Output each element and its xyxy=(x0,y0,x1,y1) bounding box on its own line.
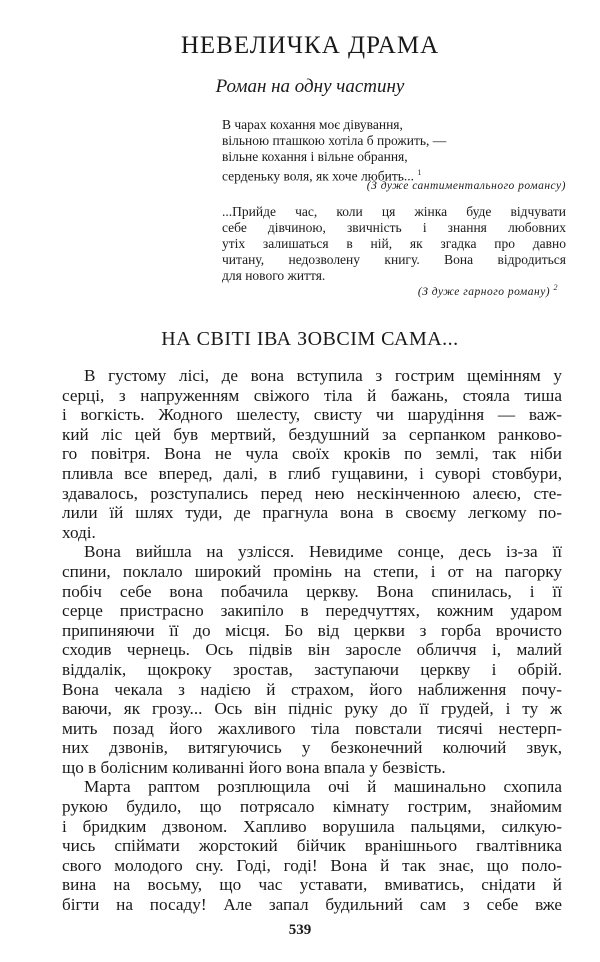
paragraph xyxy=(62,366,562,542)
epigraph-line: читану, недозволену книгу. Вона відродиться xyxy=(222,252,566,267)
text-line: лили їй шлях туди, де прагнула вона в своєму легкому по- xyxy=(62,503,562,523)
footnote-mark: 1 xyxy=(417,168,422,177)
text-line: Марта раптом розплющила очі й машинально схопила xyxy=(84,777,562,797)
epigraph-prose xyxy=(222,204,566,284)
text-line: рукою будило, що потрясало кімнату гострим, знайомим xyxy=(62,797,562,817)
text-line: припиняючи її до місця. Бо від церкви з горба врочисто xyxy=(62,620,562,640)
text-line: них дзвонів, витягуючись у безконечний колючий звук, xyxy=(62,738,562,758)
text-line: мить позад його жахливого тіла повстали тисячі нестерп- xyxy=(62,718,562,738)
text-line: Вона вийшла на узлісся. Невидиме сонце, десь із-за її xyxy=(84,542,562,562)
paragraph xyxy=(62,542,562,777)
epigraph-line: вільною пташкою хотіла б прожить, — xyxy=(222,133,447,148)
paragraph xyxy=(62,777,562,914)
text-line: і вогкість. Жодного шелесту, свисту чи шарудіння — важ- xyxy=(62,405,562,425)
text-line: серце пристрасно закипіло в передчуттях, кожним ударом xyxy=(62,601,562,621)
text-line: кий ліс цей був мертвий, бездушний за серпанком ранково- xyxy=(62,424,562,444)
text-line: В густому лісі, де вона вступила з гострим щемінням у xyxy=(84,366,562,385)
epigraph-attribution xyxy=(222,283,558,298)
text-line: спини, поклало широкий промінь на степи, і от на пагорку xyxy=(62,561,562,581)
text-line: і бридким дзвоном. Хапливо ворушила пальцями, силкую- xyxy=(62,816,562,836)
text-line: ході. xyxy=(62,522,96,542)
text-line: Вона чекала з надією й страхом, його наближення почу- xyxy=(62,679,562,699)
text-line: побіч себе вона побачила церкву. Вона спинилась, і її xyxy=(62,581,562,601)
page-subtitle: Роман на одну частину xyxy=(215,76,405,97)
text-line: сходив чернець. Ось підвів він заросле обличчя і, малий xyxy=(62,640,562,660)
footnote-mark: 2 xyxy=(553,283,558,292)
text-line: го повітря. Вона не чула своїх кроків по землі, так ніби xyxy=(62,444,562,464)
epigraph-line: утіх залишаться в ній, як згадка про давно xyxy=(222,236,566,251)
epigraph-line-text: серденьку воля, як хоче любить... xyxy=(222,168,415,184)
text-line: чись спіймати жорстокий бійчик вранішнього гвалтівника xyxy=(62,836,562,856)
epigraph-attribution: (З дуже сантиментального романсу) xyxy=(366,180,566,192)
page-title: НЕВЕЛИЧКА ДРАМА xyxy=(180,32,440,59)
epigraph-line: В чарах кохання моє дівування, xyxy=(222,117,403,132)
epigraph-line: для нового життя. xyxy=(222,268,326,283)
text-line: ваючи, як грозу... Ось він підніс руку до її грудей, і ту ж xyxy=(62,699,562,719)
epigraph-line: себе дівчиною, звичність і знання любовних xyxy=(222,220,566,235)
text-line: пливла все вперед, далі, в глиб гущавини, і суворі стовбури, xyxy=(62,463,562,483)
text-line: бігти на посаду! Але запал будильний сам з себе вже xyxy=(62,895,562,915)
body-text xyxy=(62,366,562,915)
attribution-text: (З дуже гарного роману) xyxy=(417,285,551,298)
text-line: що в болісним коливанні його вона впала у безвість. xyxy=(62,757,446,777)
text-line: віддалік, щокроку зростав, заступаючи церкву і обрій. xyxy=(62,659,562,679)
epigraph-line: вільне кохання і вільне обрання, xyxy=(222,149,408,164)
text-line: вина на восьму, що час уставати, вмиватись, снідати й xyxy=(62,875,562,895)
text-line: серці, з напруженням свіжого тіла й бажань, стояла тиша xyxy=(62,385,562,405)
text-line: здавалось, розступались перед нею нескінченною алеєю, сте- xyxy=(62,483,562,503)
section-title: НА СВІТІ ІВА ЗОВСІМ САМА... xyxy=(161,328,459,350)
text-line: свого молодого сну. Годі, годі! Вона й так знає, що поло- xyxy=(62,855,562,875)
page-number: 539 xyxy=(288,922,312,938)
epigraph-verse xyxy=(222,117,566,185)
epigraph-line: ...Прийде час, коли ця жінка буде відчувати xyxy=(222,204,566,219)
